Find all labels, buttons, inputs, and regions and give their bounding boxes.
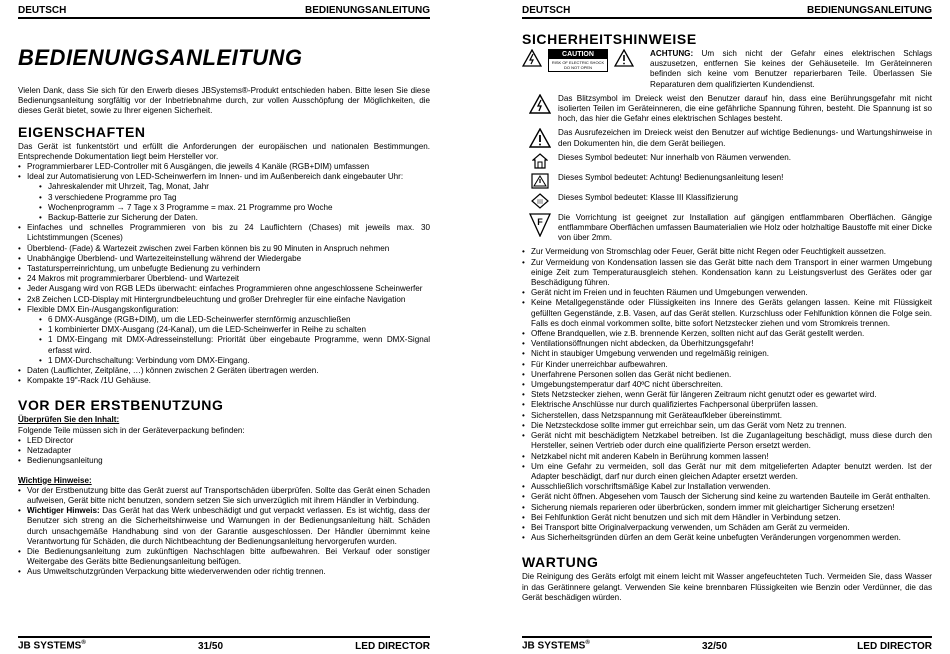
list-item: • 3 verschiedene Programme pro Tag — [18, 193, 430, 203]
maintenance-text: Die Reinigung des Geräts erfolgt mit einem leicht mit Wasser angefeuchteten Tuch. Vermeiden Sie, dass Wasser in das Gerätinnere gelangt. Verwenden Sie keine brennbaren Flüssigkeiten wie Benzin oder Verdünner, die das Gerät beschädigen würden. — [522, 572, 932, 602]
list-item: • Umgebungstemperatur darf 40ºC nicht überschreiten. — [522, 380, 932, 390]
caution-label: CAUTION — [549, 50, 607, 59]
symbol-text: Das Blitzsymbol im Dreieck weist den Benutzer darauf hin, dass eine Berührungsgefahr mit nicht isolierten Teilen im Geräteinneren, die eine gefährliche Spannung führen, besteht. Die Spannung ist so hoch, das hier die Gefahr eines elektrischen Schlages besteht. — [558, 93, 932, 124]
footer-product: LED DIRECTOR — [857, 640, 932, 652]
list-item: • Vor der Erstbenutzung bitte das Gerät zuerst auf Transportschäden überprüfen. Sollte das Gerät einen Schaden aufweisen, Gerät bitte nicht benutzen, sondern setzen Sie sich unverzüglich mit ihrem Händler in Verbindung. — [18, 486, 430, 506]
important-notes-heading: Wichtige Hinweise: — [18, 475, 92, 485]
list-item: • Netzadapter — [18, 446, 430, 456]
list-item: • Zur Vermeidung von Stromschlag oder Feuer, Gerät bitte nicht Regen oder Feuchtigkeit aussetzen. — [522, 247, 932, 257]
list-item: • 2x8 Zeichen LCD-Display mit Hintergrundbeleuchtung und großer Drehregler für eine einfache Navigation — [18, 295, 430, 305]
list-item: • Bei Transport bitte Originalverpackung verwenden, um Schäden am Gerät zu vermeiden. — [522, 523, 932, 533]
list-item: • Flexible DMX Ein-/Ausgangskonfiguration: — [18, 305, 430, 315]
right-content — [522, 20, 932, 603]
left-page — [18, 0, 430, 654]
symbol-row — [522, 193, 932, 209]
svg-text:F: F — [537, 216, 543, 227]
class-three-icon — [531, 193, 549, 209]
page-number: 32/50 — [702, 640, 728, 652]
warning-label: ACHTUNG: — [650, 49, 694, 58]
list-item: • Stets Netzstecker ziehen, wenn Gerät für längeren Zeitraum nicht genutzt oder es gewartet wird. — [522, 390, 932, 400]
list-item: • Ausschließlich vorschriftsmäßige Kabel zur Installation verwenden. — [522, 482, 932, 492]
exclamation-triangle-icon — [529, 128, 551, 148]
maintenance-heading: WARTUNG — [522, 554, 599, 571]
features-sublist — [18, 182, 430, 223]
safety-heading: SICHERHEITSHINWEISE — [522, 31, 697, 47]
exclamation-warning-icon — [614, 49, 634, 67]
symbol-text: Dieses Symbol bedeutet: Klasse III Klassifizierung — [558, 192, 738, 202]
header-title: BEDIENUNGSANLEITUNG — [304, 5, 430, 16]
lightning-warning-icon — [522, 49, 542, 67]
list-item: • Gerät nicht öffnen. Abgesehen vom Tausch der Sicherung sind keine zu wartenden Bauteile im Gerät enthalten. — [522, 492, 932, 502]
list-item: • Gerät nicht mit beschädigtem Netzkabel betreiben. Ist die Zuganlageitung beschädigt, muss diese durch den Hersteller, seinen Vertrieb oder durch eine qualifizierte Person ersetzt werden. — [522, 431, 932, 451]
list-item: • Die Netzsteckdose sollte immer gut erreichbar sein, um das Gerät vom Netz zu trennen. — [522, 421, 932, 431]
list-item: • Daten (Lauflichter, Zeitpläne, …) können zwischen 2 Geräten übertragen werden. — [18, 366, 430, 376]
list-item: • Unabhängige Überblend- und Wartezeiteinstellung während der Wiedergabe — [18, 254, 430, 264]
safety-rules-list — [522, 247, 932, 543]
right-page — [522, 0, 932, 654]
list-item: • Bei Fehlfunktion Gerät nicht benutzen und sich mit dem Händler in Verbindung setzen. — [522, 513, 932, 523]
symbol-text: Dieses Symbol bedeutet: Achtung! Bedienungsanleitung lesen! — [558, 172, 784, 182]
list-item: • Kompakte 19"-Rack /1U Gehäuse. — [18, 376, 430, 386]
list-item: • Zur Vermeidung von Kondensation lassen sie das Gerät bitte nach dem Transport in einer warmen Umgebung einige Zeit zum Temperaturausgleich stehen. Kondensation kann zu Leistungsverlust des Gerätes oder gar Beschädigung führen. — [522, 258, 932, 289]
check-contents-heading: Überprüfen Sie den Inhalt: — [18, 415, 120, 425]
list-item: • Aus Sicherheitsgründen dürfen an dem Gerät keine unbefugten Veränderungen vorgenommen werden. — [522, 533, 932, 543]
important-note-text: Das Gerät hat das Werk unbeschädigt und gut verpackt verlassen. Es ist wichtig, dass der Benutzer sich streng an die Sicherheitshinweise und Warnungen in der Bedienungsanleitung hält. Schäden durch unsachgemäße Handhabung sind von der Garantie ausgeschlossen. Der Händler übernimmt keine Verantwortung für Schäden, die durch Nichtbeachtung der Bedienungsanleitung hervorgerufen wurden. — [27, 506, 430, 546]
list-item: • Für Kinder unerreichbar aufbewahren. — [522, 360, 932, 370]
page-header — [18, 0, 430, 19]
caution-plate — [548, 49, 608, 72]
indoor-use-icon — [532, 153, 548, 169]
symbol-row — [522, 213, 932, 244]
caution-text — [650, 49, 932, 90]
warning-text: Um sich nicht der Gefahr eines elektrischen Schlags auszusetzen, entfernen Sie keines der Gehäuseteile. Im Geräteinneren befinden sich keine vom Benutzer reparierbaren Teile. Überlassen Sie Reparaturen dem qualifizierten Kundendienst. — [650, 49, 932, 89]
important-note-label: Wichtiger Hinweis: — [27, 506, 100, 516]
symbol-text: Das Ausrufezeichen im Dreieck weist den Benutzer auf wichtige Bedienungs- und Wartungshinweise in den Dokumenten hin, die dem Gerät beiliegen. — [558, 128, 932, 148]
symbol-text: Die Vorrichtung ist geeignet zur Installation auf gängigen entflammbaren Oberflächen. Gängige entflammbare Oberflächen umfassen Baumaterialien wie Holz oder holzhaltige Baustoffe mit einer Dicke von über 2mm. — [558, 212, 932, 243]
list-item: • Bedienungsanleitung — [18, 456, 430, 466]
dmx-sublist — [18, 315, 430, 366]
hints-list — [18, 486, 430, 578]
header-title: BEDIENUNGSANLEITUNG — [806, 5, 932, 16]
list-item: • Jahreskalender mit Uhrzeit, Tag, Monat, Jahr — [18, 182, 430, 192]
footer-brand: JB SYSTEMS® — [18, 640, 86, 652]
list-item: • 24 Makros mit programmierbarer Überblend- und Wartezeit — [18, 274, 430, 284]
footer-product: LED DIRECTOR — [355, 640, 430, 652]
list-item: • Überblend- (Fade) & Wartezeit zwischen zwei Farben können bis zu 90 Minuten in Anspruch nehmen — [18, 244, 430, 254]
list-item: • Keine Metallgegenstände oder Flüssigkeiten ins Innere des Geräts gelangen lassen. Keine mit Flüssigkeit gefüllten Gegenstände, z.B. Vasen, auf das Gerät stellen. Kurzschluss oder Fehlfunktion können die Folge sein. Falls es doch einmal vorkommen sollte, bitte sofort Netzstecker ziehen und vom Stromkreis trennen. — [522, 298, 932, 329]
list-item: • Tastatursperreinrichtung, um unbefugte Bedienung zu verhindern — [18, 264, 430, 274]
page-number: 31/50 — [198, 640, 224, 652]
list-item: • Elektrische Anschlüsse nur durch qualifiziertes Fachpersonal überprüfen lassen. — [522, 400, 932, 410]
caution-block — [522, 49, 932, 90]
list-item: • Jeder Ausgang wird von RGB LEDs überwacht: einfaches Programmieren ohne angeschlossene Scheinwerfer — [18, 284, 430, 294]
list-item: • Unerfahrene Personen sollen das Gerät nicht bedienen. — [522, 370, 932, 380]
list-item: • Sicherstellen, dass Netzspannung mit Geräteaufkleber übereinstimmt. — [522, 411, 932, 421]
symbol-row — [522, 128, 932, 148]
footer-brand: JB SYSTEMS® — [522, 640, 590, 652]
svg-text:III: III — [537, 199, 543, 206]
contents-list — [18, 436, 430, 467]
header-language: DEUTSCH — [522, 5, 571, 16]
list-item: • Wochenprogramm → 7 Tage x 3 Programme = max. 21 Programme pro Woche — [18, 203, 430, 213]
symbol-row — [522, 94, 932, 125]
list-item: • Ventilationsöffnungen nicht abdecken, da Überhitzungsgefahr! — [522, 339, 932, 349]
list-item: • 1 DMX-Eingang mit DMX-Adresseinstellung: Priorität über eingebaute Programme, wenn DMX-Signal erfasst wird. — [18, 335, 430, 355]
list-item: • Aus Umweltschutzgründen Verpackung bitte wiederverwenden oder richtig trennen. — [18, 567, 430, 577]
features-intro: Das Gerät ist funkentstört und erfüllt die Anforderungen der europäischen und nationalen Bestimmungen. Entsprechende Dokumentation liegt beim Hersteller vor. — [18, 141, 430, 161]
list-item: • Einfaches und schnelles Programmieren von bis zu 24 Lauflichtern (Chases) mit jeweils max. 30 Lichtstimmungen (Scenes) — [18, 223, 430, 243]
left-content — [18, 20, 430, 578]
check-contents-intro: Folgende Teile müssen sich in der Geräteverpackung befinden: — [18, 425, 245, 435]
list-item: • Gerät nicht im Freien und in feuchten Räumen und Umgebungen verwenden. — [522, 288, 932, 298]
list-item: • Backup-Batterie zur Sicherung der Daten. — [18, 213, 430, 223]
symbol-row — [522, 173, 932, 189]
caution-symbols — [522, 49, 650, 72]
list-item: • 1 DMX-Durchschaltung: Verbindung vom DMX-Eingang. — [18, 356, 430, 366]
features-list — [18, 223, 430, 315]
list-item: • Ideal zur Automatisierung von LED-Scheinwerfern im Innen- und im Außenbereich dank eingebauter Uhr: — [18, 172, 430, 182]
list-item: • LED Director — [18, 436, 430, 446]
list-item: • Offene Brandquellen, wie z.B. brennende Kerzen, sollten nicht auf das Gerät gestellt werden. — [522, 329, 932, 339]
list-item: • Programmierbarer LED-Controller mit 6 Ausgängen, die jeweils 4 Kanäle (RGB+DIM) umfassen — [18, 162, 430, 172]
symbol-text: Dieses Symbol bedeutet: Nur innerhalb von Räumen verwenden. — [558, 152, 792, 162]
features-list — [18, 162, 430, 182]
list-item: • Sicherung niemals reparieren oder überbrücken, sondern immer mit gleichartiger Sicherung ersetzen! — [522, 503, 932, 513]
features-heading: EIGENSCHAFTEN — [18, 123, 146, 140]
features-list — [18, 366, 430, 386]
symbol-row — [522, 153, 932, 169]
list-item: • Um eine Gefahr zu vermeiden, soll das Gerät nur mit dem mitgelieferten Adapter benutzt werden. Ist der Adapter beschädigt, darf nur durch einen gleichen Adapter ersetzt werden. — [522, 462, 932, 482]
list-item: • 1 kombinierter DMX-Ausgang (24-Kanal), um die LED-Scheinwerfer in Reihe zu schalten — [18, 325, 430, 335]
list-item: • 6 DMX-Ausgänge (RGB+DIM), um die LED-Scheinwerfer sternförmig anzuschließen — [18, 315, 430, 325]
list-item: • Die Bedienungsanleitung zum zukünftigen Nachschlagen bitte aufbewahren. Bei Verkauf oder sonstiger Weitergabe des Geräts bitte Bedienungsanleitung beifügen. — [18, 547, 430, 567]
main-title: BEDIENUNGSANLEITUNG — [18, 45, 303, 70]
caution-small-text: RISK OF ELECTRIC SHOCK DO NOT OPEN — [551, 60, 605, 70]
page-footer — [18, 636, 430, 654]
page-header — [522, 0, 932, 19]
flammable-surface-icon — [529, 213, 551, 237]
before-use-heading: VOR DER ERSTBENUTZUNG — [18, 397, 224, 414]
intro-paragraph: Vielen Dank, dass Sie sich für den Erwerb dieses JBSystems®-Produkt entschieden haben. Bitte lesen Sie diese Bedienungsanleitung sorgfältig vor der Inbetriebnahme durch, zur vollen Ausschöpfung der Möglichkeiten, die dieses Gerät bietet, sowie zu Ihrer eigenen Sicherheit. — [18, 86, 430, 116]
page-footer — [522, 636, 932, 654]
list-item: • Nicht in staubiger Umgebung verwenden und regelmäßig reinigen. — [522, 349, 932, 359]
lightning-triangle-icon — [529, 94, 551, 114]
read-manual-icon — [531, 173, 549, 189]
header-language: DEUTSCH — [18, 5, 67, 16]
list-item: • Netzkabel nicht mit anderen Kabeln in Berührung kommen lassen! — [522, 452, 932, 462]
list-item — [18, 506, 430, 547]
